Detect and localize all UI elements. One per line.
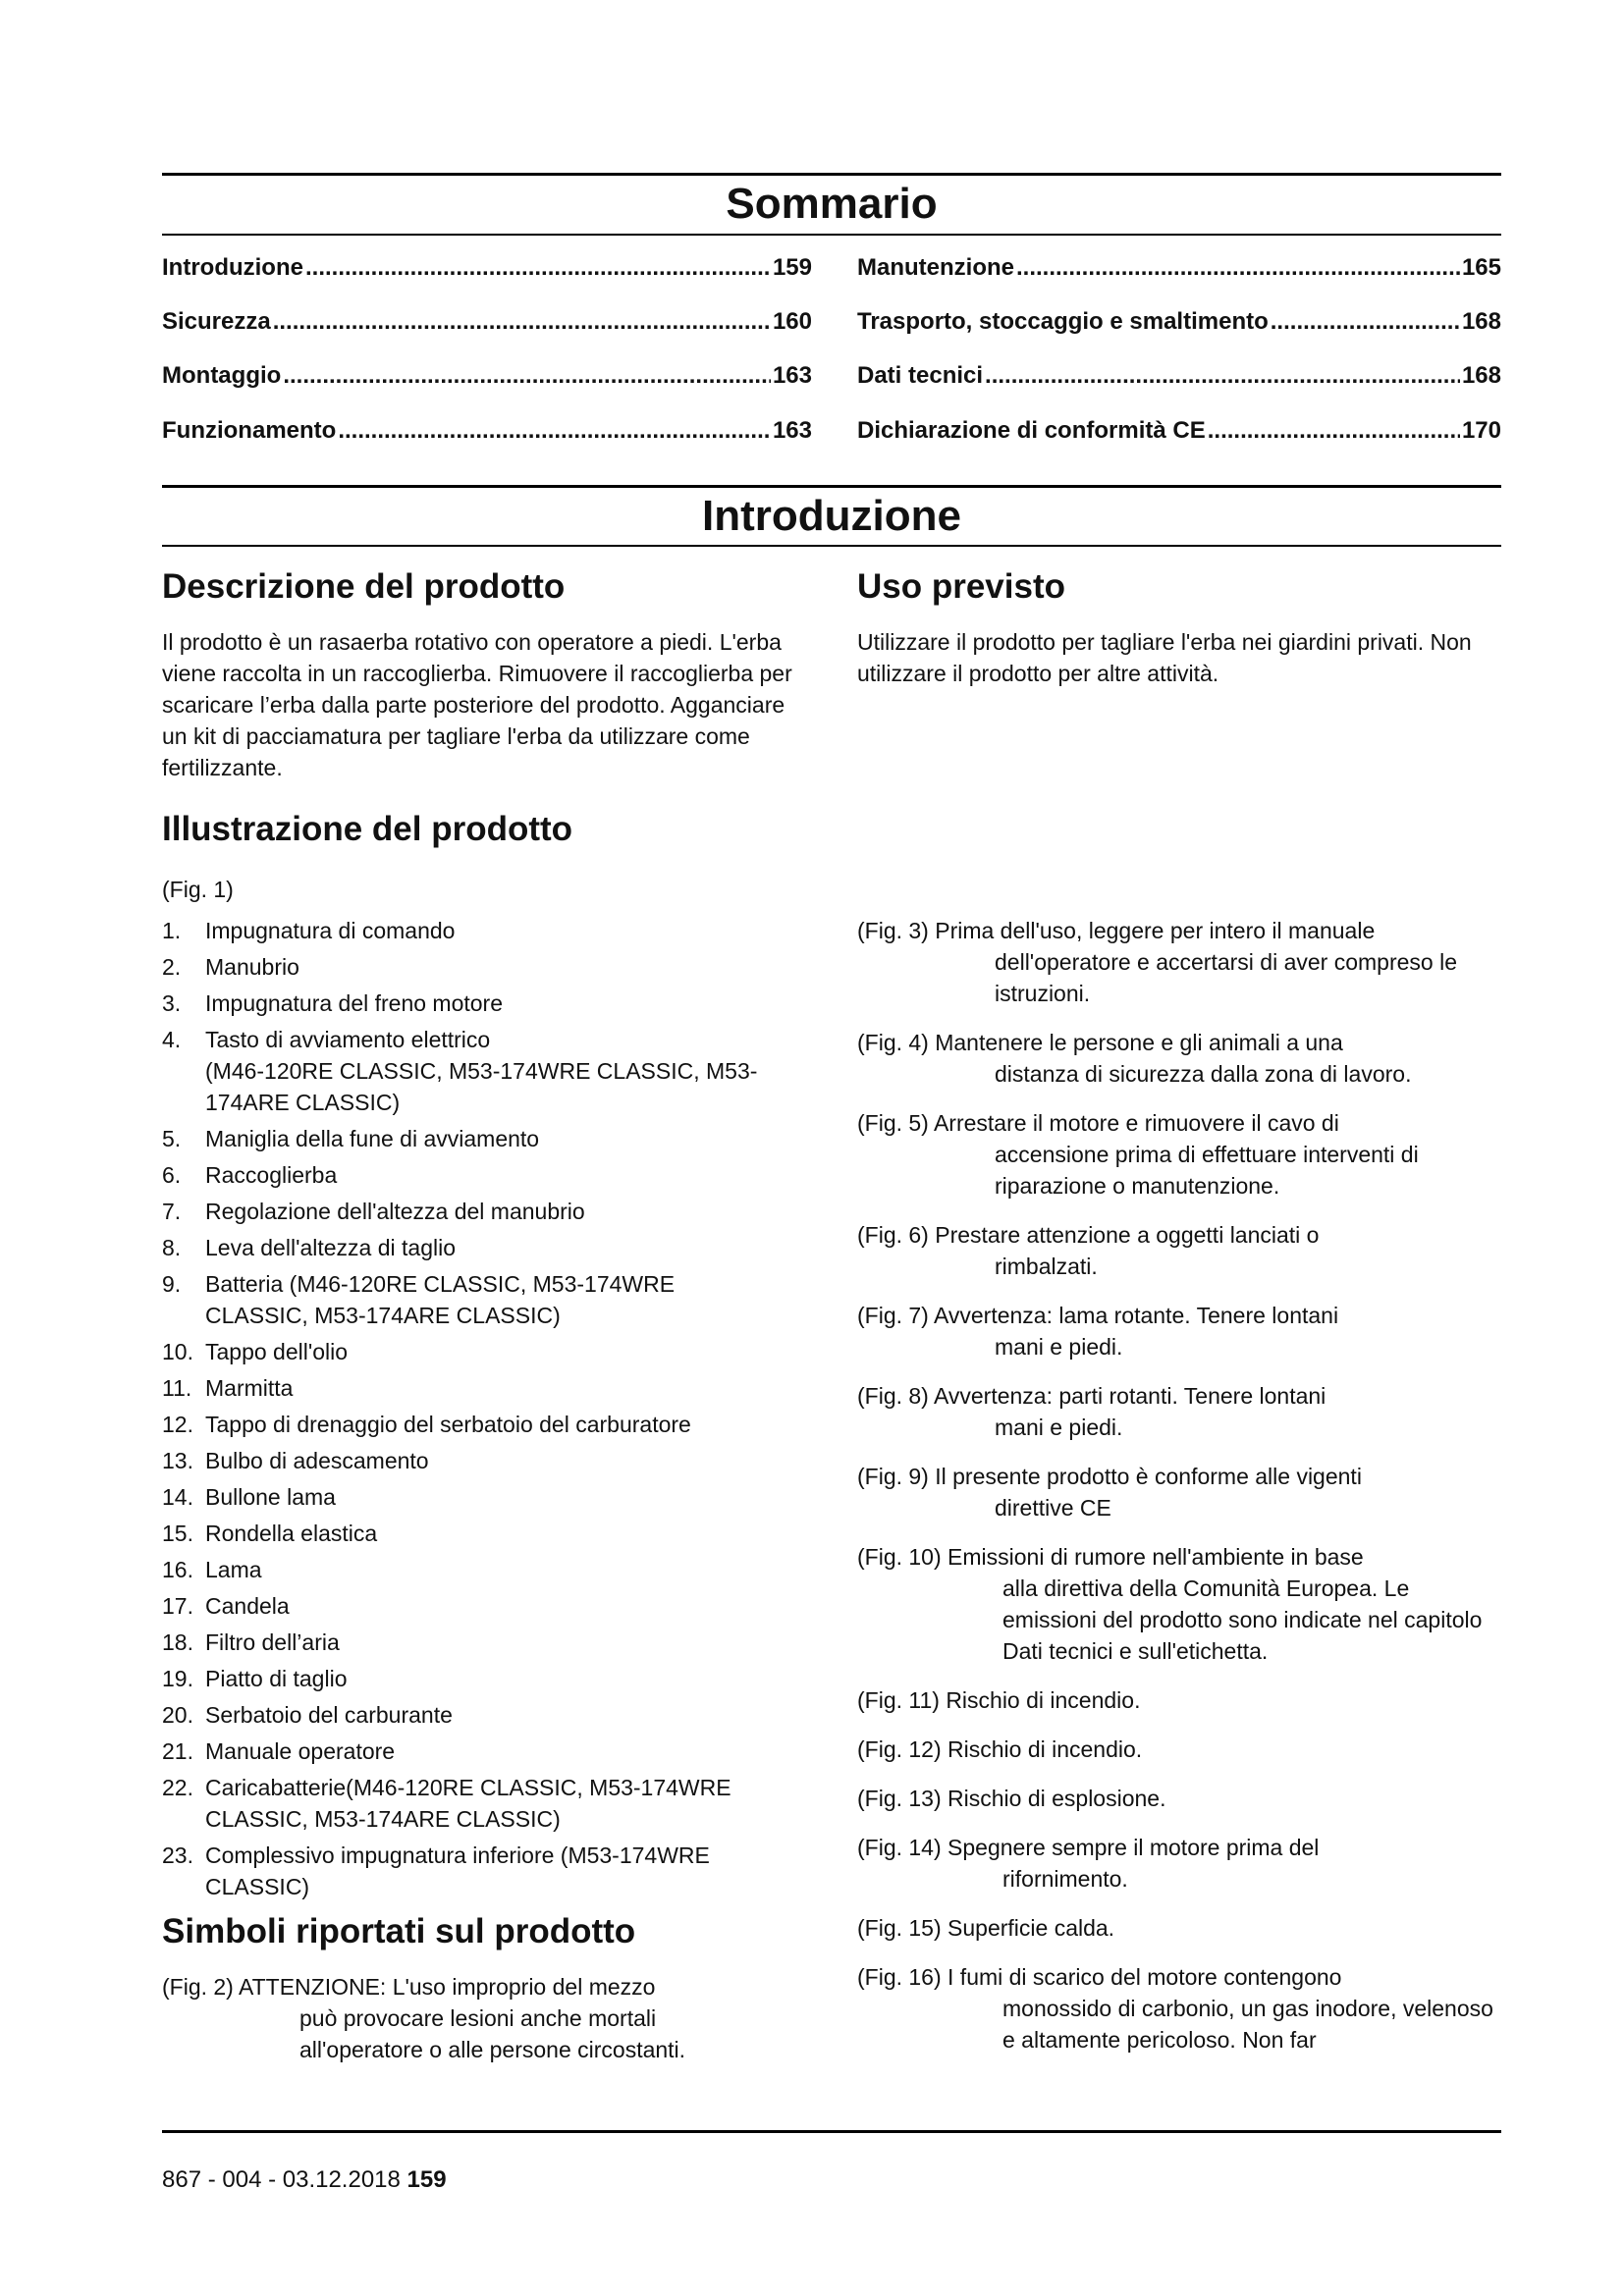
list-item: 20. Serbatoio del carburante	[162, 1702, 453, 1728]
list-item: 21. Manuale operatore	[162, 1738, 396, 1764]
list-item: (Fig. 5) Arrestare il motore e rimuovere il cavo di accensione prima di effettuare interventi di riparazione o manutenzione.	[857, 1110, 1419, 1199]
list-item: 17. Candela	[162, 1593, 290, 1619]
list-item: (Fig. 12) Rischio di incendio.	[857, 1736, 1143, 1762]
intro-title-rule	[162, 545, 1501, 547]
toc-title: Sommario	[726, 180, 938, 228]
toc-entry[interactable]	[162, 307, 812, 337]
list-item: 5. Maniglia della fune di avviamento	[162, 1126, 540, 1151]
toc-entry[interactable]	[162, 416, 812, 446]
toc-entry[interactable]	[162, 361, 812, 391]
list-item: 6. Raccoglierba	[162, 1162, 338, 1188]
list-item: 2. Manubrio	[162, 954, 299, 980]
fig2-text: (Fig. 2) ATTENZIONE: L'uso improprio del mezzo può provocare lesioni anche mortali all'operatore o alle persone circostanti.	[162, 1974, 686, 2062]
list-item: 4. Tasto di avviamento elettrico (M46-120RE CLASSIC, M53-174WRE CLASSIC, M53-174ARE CLASSIC)	[162, 1027, 758, 1115]
footer-doc-code: 867 - 004 - 03.12.2018	[162, 2166, 401, 2193]
footer-rule	[162, 2130, 1501, 2133]
toc-entry[interactable]	[162, 253, 812, 283]
list-item: 14. Bullone lama	[162, 1484, 336, 1510]
page-footer	[162, 2165, 447, 2195]
list-item: 8. Leva dell'altezza di taglio	[162, 1235, 456, 1260]
uso-heading: Uso previsto	[857, 567, 1065, 606]
list-item: 19. Piatto di taglio	[162, 1666, 348, 1691]
list-item: (Fig. 10) Emissioni di rumore nell'ambiente in base alla direttiva della Comunità Europea. Le emissioni del prodotto sono indicate nel capitolo Dati tecnici e sull'etichetta.	[857, 1544, 1483, 1664]
toc-entry-label: Montaggio	[162, 362, 282, 389]
list-item: 10. Tappo dell'olio	[162, 1339, 349, 1364]
footer-page-number: 159	[406, 2166, 447, 2193]
toc-entry-page: 168	[1461, 308, 1501, 335]
list-item: (Fig. 14) Spegnere sempre il motore prima del rifornimento.	[857, 1835, 1320, 1892]
descr-heading: Descrizione del prodotto	[162, 567, 566, 606]
toc-entry-label: Introduzione	[162, 254, 303, 281]
list-item: (Fig. 15) Superficie calda.	[857, 1915, 1115, 1941]
toc-entry-page: 163	[772, 417, 812, 444]
list-item: (Fig. 8) Avvertenza: parti rotanti. Tenere lontani mani e piedi.	[857, 1383, 1326, 1440]
intro-top-rule	[162, 485, 1501, 488]
list-item: 12. Tappo di drenaggio del serbatoio del carburatore	[162, 1412, 691, 1437]
list-item: 16. Lama	[162, 1557, 262, 1582]
toc-entry[interactable]	[857, 361, 1501, 391]
descr-text: Il prodotto è un rasaerba rotativo con operatore a piedi. L'erba viene raccolta in un raccoglierba. Rimuovere il raccoglierba per scaricare l’erba dalla parte posteriore del prodotto. Agganciare un kit di pacciamatura per tagliare l'erba da utilizzare come fertilizzante.	[162, 629, 792, 780]
list-item: (Fig. 11) Rischio di incendio.	[857, 1687, 1141, 1713]
list-item: 13. Bulbo di adescamento	[162, 1448, 429, 1473]
list-item: (Fig. 6) Prestare attenzione a oggetti lanciati o rimbalzati.	[857, 1222, 1320, 1279]
list-item: (Fig. 3) Prima dell'uso, leggere per intero il manuale dell'operatore e accertarsi di aver compreso le istruzioni.	[857, 918, 1458, 1006]
list-item: (Fig. 9) Il presente prodotto è conforme alle vigenti direttive CE	[857, 1464, 1362, 1521]
toc-entry-label: Manutenzione	[857, 254, 1014, 281]
list-item: 3. Impugnatura del freno motore	[162, 990, 504, 1016]
toc-title-rule	[162, 234, 1501, 236]
illus-heading: Illustrazione del prodotto	[162, 810, 573, 848]
symbols-list	[857, 915, 1505, 2073]
parts-list	[162, 915, 810, 1907]
list-item: 9. Batteria (M46-120RE CLASSIC, M53-174WRE CLASSIC, M53-174ARE CLASSIC)	[162, 1271, 676, 1328]
intro-title: Introduzione	[702, 492, 961, 540]
list-item: 18. Filtro dell’aria	[162, 1629, 340, 1655]
list-item: 1. Impugnatura di comando	[162, 918, 456, 943]
toc-entry-page: 160	[772, 308, 812, 335]
toc-entry-page: 170	[1461, 417, 1501, 444]
toc-entry[interactable]	[857, 416, 1501, 446]
toc-entry-page: 165	[1461, 254, 1501, 281]
toc-entry-page: 159	[772, 254, 812, 281]
toc-entry[interactable]	[857, 253, 1501, 283]
list-item: 15. Rondella elastica	[162, 1521, 378, 1546]
list-item: 23. Complessivo impugnatura inferiore (M53-174WRE CLASSIC)	[162, 1842, 710, 1899]
toc-top-rule	[162, 173, 1501, 176]
list-item: (Fig. 4) Mantenere le persone e gli animali a una distanza di sicurezza dalla zona di lavoro.	[857, 1030, 1412, 1087]
toc-entry-label: Dati tecnici	[857, 362, 984, 389]
list-item: (Fig. 13) Rischio di esplosione.	[857, 1786, 1166, 1811]
symbols-heading: Simboli riportati sul prodotto	[162, 1912, 636, 1950]
list-item: 11. Marmitta	[162, 1375, 294, 1401]
toc-entry-page: 168	[1461, 362, 1501, 389]
toc-entry-label: Dichiarazione di conformità CE	[857, 417, 1206, 444]
toc-entry-label: Trasporto, stoccaggio e smaltimento	[857, 308, 1269, 335]
list-item: (Fig. 16) I fumi di scarico del motore contengono monossido di carbonio, un gas inodore, velenoso e altamente pericoloso. Non far	[857, 1964, 1493, 2053]
list-item: (Fig. 7) Avvertenza: lama rotante. Tenere lontani mani e piedi.	[857, 1303, 1339, 1360]
list-item: 22. Caricabatterie(M46-120RE CLASSIC, M53-174WRE CLASSIC, M53-174ARE CLASSIC)	[162, 1775, 731, 1832]
toc-entry[interactable]	[857, 307, 1501, 337]
list-item: 7. Regolazione dell'altezza del manubrio	[162, 1199, 585, 1224]
uso-text: Utilizzare il prodotto per tagliare l'erba nei giardini privati. Non utilizzare il prodotto per altre attività.	[857, 629, 1472, 686]
toc-entry-page: 163	[772, 362, 812, 389]
fig1-ref: (Fig. 1)	[162, 877, 234, 902]
toc-entry-label: Sicurezza	[162, 308, 271, 335]
toc-entry-label: Funzionamento	[162, 417, 337, 444]
